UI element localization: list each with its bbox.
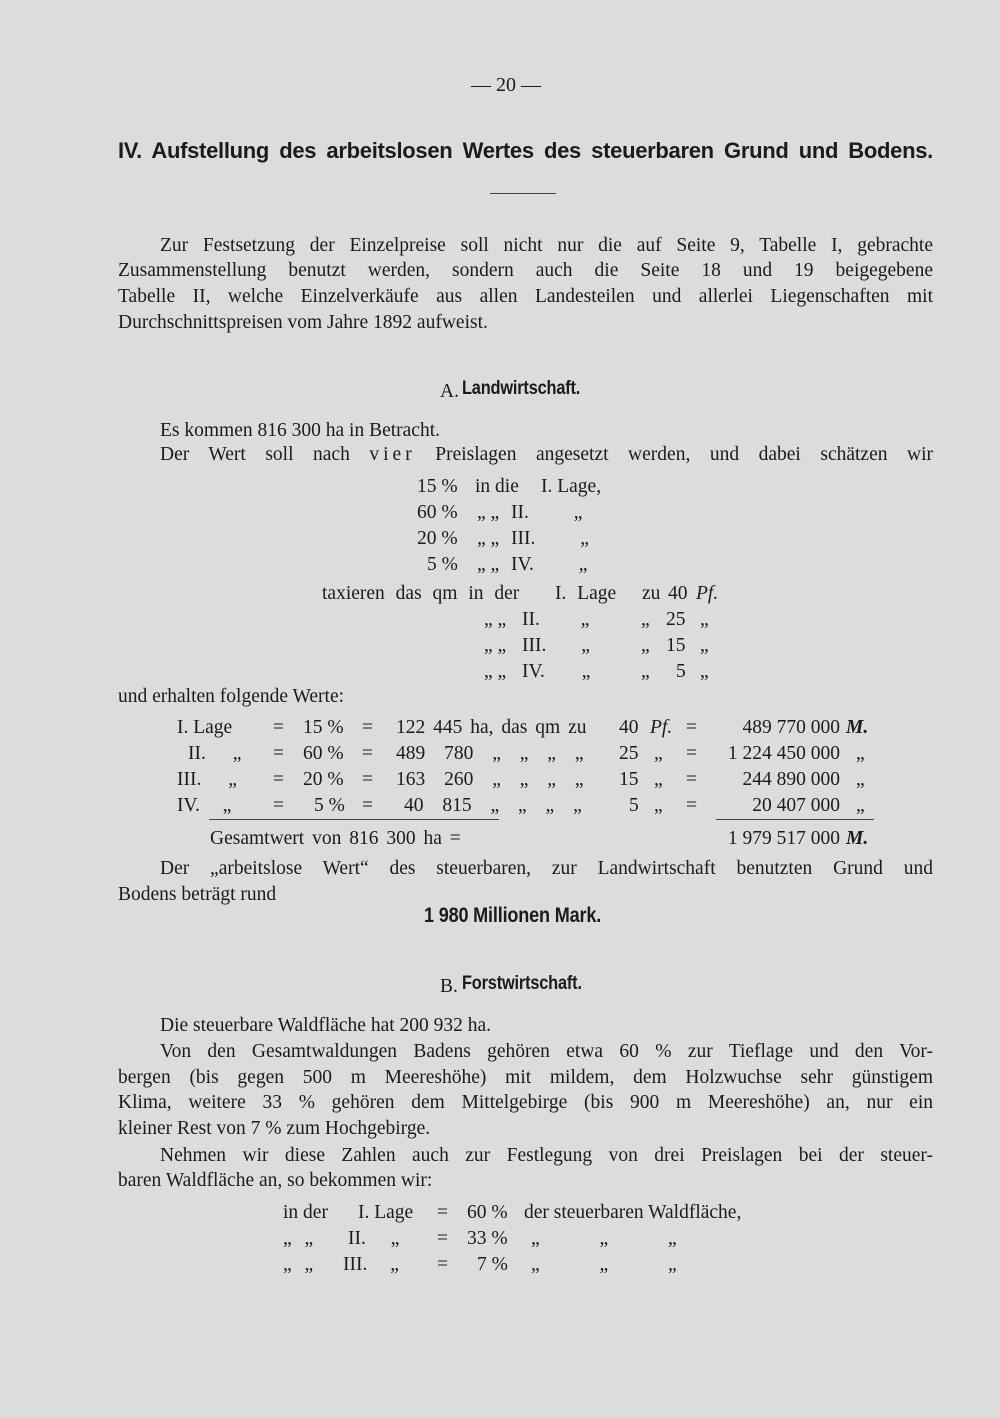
section-b-para-line: Klima, weitere 33 % gehören dem Mittelgebirge (bis 900 m Meereshöhe) an, nur ein [118,1092,933,1113]
result-lage: IV. „ [177,795,232,816]
intro-line: Durchschnittspreisen vom Jahre 1892 aufweist. [118,312,488,333]
result-currency: „ [856,769,865,790]
share-lage: II. „ [511,502,583,523]
forest-rest: der steuerbaren Waldfläche, [524,1202,742,1223]
result-eq: = [362,743,373,764]
share-pct: 15 % [417,476,458,497]
result-unit: „ [654,795,663,816]
result-eq: = [362,717,373,738]
result-ha: 122 445 ha, das qm zu [396,717,587,738]
sum-rule-right [716,819,874,820]
share-lage: I. Lage, [541,476,602,497]
conclusion-line: Der „arbeitslose Wert“ des steuerbaren, zur Landwirtschaft benutzten Grund und [160,858,933,879]
result-ha: 40 815 „ „ „ „ [404,795,582,816]
conclusion-value: 1 980 Millionen Mark. [424,904,602,927]
result-pct: 5 % [314,795,345,816]
result-price: 15 [619,769,639,790]
result-currency: „ [856,743,865,764]
result-pct: 60 % [303,743,344,764]
result-eq: = [273,717,284,738]
section-a-letter: A. [440,381,459,402]
result-eq: = [362,795,373,816]
share-ditto: „ „ [477,528,500,549]
forest-rest: „ „ „ [531,1254,677,1275]
share-ditto: „ „ [477,554,500,575]
price-ditto: „ „ [484,635,507,656]
forest-lage: I. Lage [358,1202,414,1223]
price-zu: zu [642,583,661,604]
result-currency: „ [856,795,865,816]
result-pct: 15 % [303,717,344,738]
intro-line: Tabelle II, welche Einzelverkäufe aus allen Landesteilen und allerlei Liegenschaften mit [118,286,933,307]
estimate-text-spaced: vier [369,444,416,465]
forest-eq: = [437,1228,448,1249]
forest-ditto: „ „ [283,1254,314,1275]
result-eq: = [362,769,373,790]
result-ha: 163 260 „ „ „ „ [396,769,584,790]
share-ditto: in die [475,476,519,497]
forest-ditto: in der [283,1202,328,1223]
price-lage: III. „ [522,635,590,656]
intro-line: Zur Festsetzung der Einzelpreise soll nicht nur die auf Seite 9, Tabelle I, gebrachte [160,235,933,256]
forest-pct: 33 % [467,1228,508,1249]
result-lage: II. „ [188,743,242,764]
forest-ditto: „ „ [283,1228,314,1249]
price-lage: IV. „ [522,661,591,682]
estimate-text-post: Preislagen angesetzt werden, und dabei schätzen wir [435,444,934,465]
share-ditto: „ „ [477,502,500,523]
result-intro: und erhalten folgende Werte: [118,686,345,707]
forest-lage: III. „ [343,1254,399,1275]
price-lage: I. Lage [555,583,617,604]
section-b-line: Die steuerbare Waldfläche hat 200 932 ha. [160,1015,492,1036]
result-eq: = [273,743,284,764]
conclusion-line: Bodens beträgt rund [118,884,277,905]
section-a-heading: Landwirtschaft. [462,378,581,399]
section-b-para2-line: baren Waldfläche an, so bekommen wir: [118,1170,433,1191]
result-unit: „ [654,743,663,764]
page-title: IV. Aufstellung des arbeitslosen Wertes des steuerbaren Grund und Bodens. [118,138,933,163]
share-pct: 20 % [417,528,458,549]
forest-lage: II. „ [348,1228,400,1249]
price-value: 15 [666,635,686,656]
forest-eq: = [437,1202,448,1223]
sum-rule-left [209,819,499,820]
price-ditto: „ „ [484,661,507,682]
section-a-estimate-line [160,443,933,467]
forest-eq: = [437,1254,448,1275]
result-eq: = [273,795,284,816]
price-value: 25 [666,609,686,630]
result-pct: 20 % [303,769,344,790]
section-a-line: Es kommen 816 300 ha in Betracht. [160,420,440,441]
result-unit: Pf. [650,717,673,738]
price-unit: Pf. [696,583,719,604]
section-b-para2-line: Nehmen wir diese Zahlen auch zur Festlegung von drei Preislagen bei der steuer- [160,1145,933,1166]
section-b-heading: Forstwirtschaft. [462,973,582,994]
result-eq: = [686,795,697,816]
section-b-para-line: Von den Gesamtwaldungen Badens gehören etwa 60 % zur Tieflage und den Vor- [160,1041,933,1062]
forest-pct: 60 % [467,1202,508,1223]
price-intro: taxieren das qm in der [322,583,520,604]
result-ha: 489 780 „ „ „ „ [396,743,584,764]
price-value: 40 [668,583,688,604]
result-price: 25 [619,743,639,764]
share-pct: 60 % [417,502,458,523]
result-price: 5 [629,795,639,816]
share-lage: IV. „ [511,554,588,575]
section-b-para-line: kleiner Rest von 7 % zum Hochgebirge. [118,1118,431,1139]
share-pct: 5 % [427,554,458,575]
forest-rest: „ „ „ [531,1228,677,1249]
result-lage: III. „ [177,769,237,790]
price-ditto: „ „ [484,609,507,630]
title-divider [490,193,556,194]
section-b-para-line: bergen (bis gegen 500 m Meereshöhe) mit mildem, dem Holzwuchse sehr günstigem [118,1067,933,1088]
result-eq: = [686,717,697,738]
result-eq: = [686,743,697,764]
price-unit: „ [700,609,709,630]
page-number: — 20 — [471,74,541,96]
result-lage: I. Lage [177,717,233,738]
result-unit: „ [654,769,663,790]
result-total: 20 407 000 [752,795,840,816]
price-zu: „ [641,609,650,630]
estimate-text-pre: Der Wert soll nach [160,444,350,465]
forest-pct: 7 % [477,1254,508,1275]
result-currency: M. [846,717,869,738]
price-value: 5 [676,661,686,682]
sum-currency: M. [846,828,869,849]
intro-line: Zusammenstellung benutzt werden, sondern auch die Seite 18 und 19 beigegebene [118,260,933,281]
price-lage: II. „ [522,609,590,630]
section-b-letter: B. [440,976,458,997]
result-eq: = [273,769,284,790]
result-total: 244 890 000 [742,769,840,790]
result-eq: = [686,769,697,790]
price-unit: „ [700,661,709,682]
share-lage: III. „ [511,528,589,549]
sum-total: 1 979 517 000 [727,828,840,849]
price-zu: „ [641,635,650,656]
price-zu: „ [641,661,650,682]
price-unit: „ [700,635,709,656]
sum-label: Gesamtwert von 816 300 ha = [210,828,461,849]
result-total: 489 770 000 [742,717,840,738]
result-price: 40 [619,717,639,738]
result-total: 1 224 450 000 [727,743,840,764]
